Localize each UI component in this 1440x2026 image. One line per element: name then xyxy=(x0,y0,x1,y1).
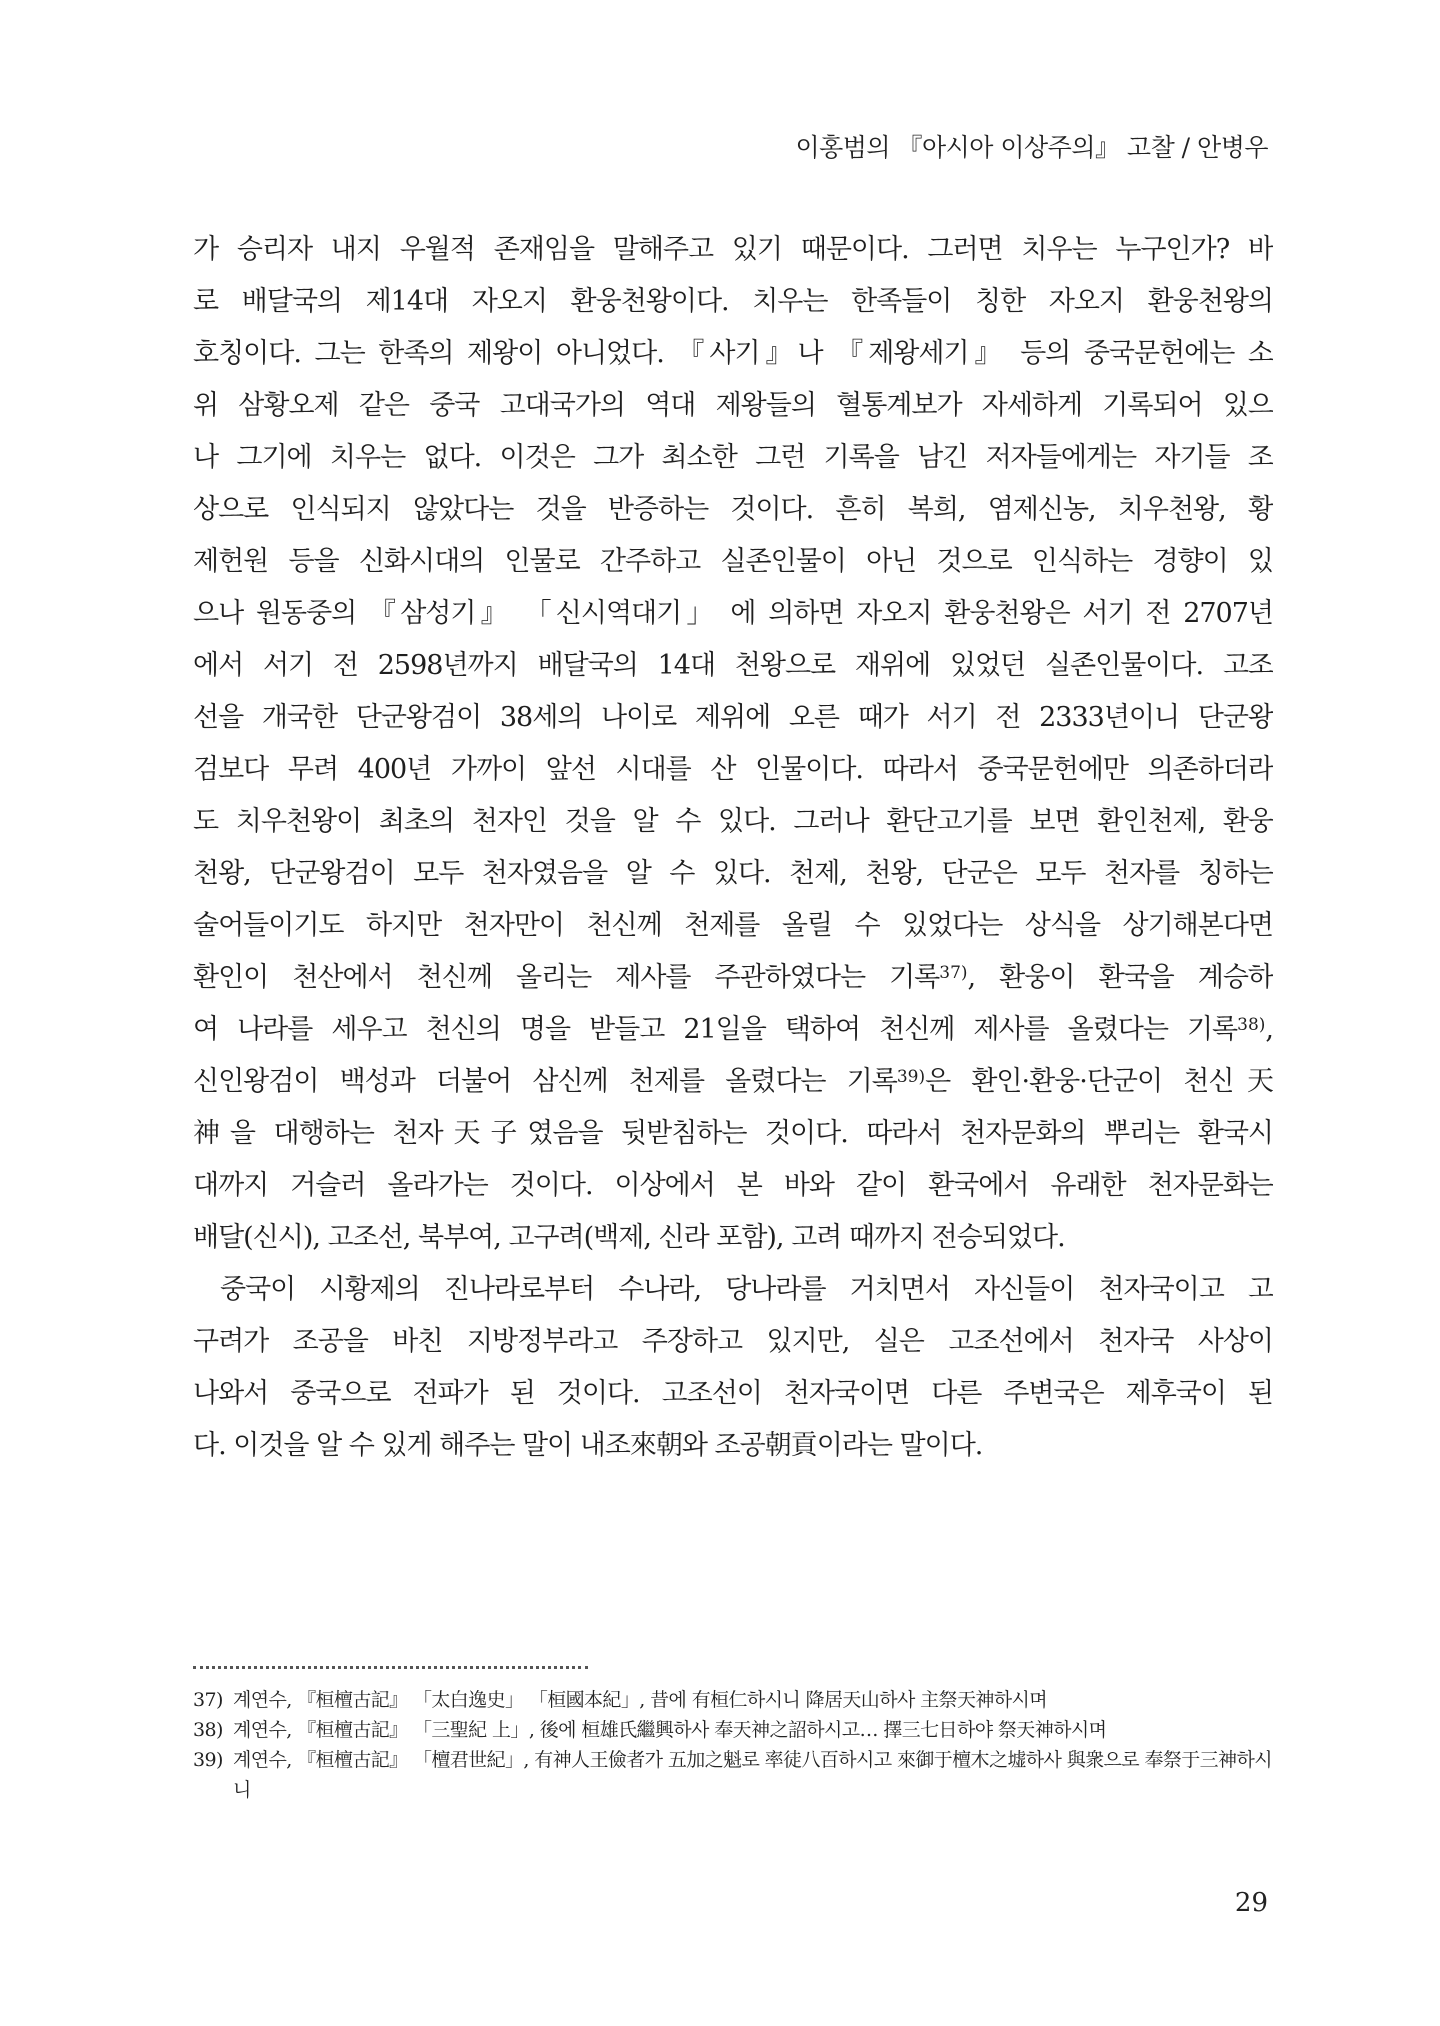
text-line: 술어들이기도 하지만 천자만이 천신께 천제를 올릴 수 있었다는 상식을 상기해본다면 xyxy=(193,910,1273,941)
footnote-number: 38) xyxy=(193,1719,223,1741)
running-header: 이홍범의 『아시아 이상주의』 고찰 / 안병우 xyxy=(795,133,1268,162)
paragraph-first-line: 중국이 시황제의 진나라로부터 수나라, 당나라를 거치면서 자신들이 천자국이고 고 xyxy=(220,1274,1273,1305)
footnotes xyxy=(193,1685,1273,1805)
text-line-with-footnote-ref xyxy=(193,1056,1273,1108)
text-line: 천왕, 단군왕검이 모두 천자였음을 알 수 있다. 천제, 천왕, 단군은 모두 천자를 칭하는 xyxy=(193,858,1273,889)
text-segment: , xyxy=(1265,1014,1273,1045)
text-line: 다. 이것을 알 수 있게 해주는 말이 내조來朝와 조공朝貢이라는 말이다. xyxy=(193,1430,983,1461)
text-line: 神을 대행하는 천자天子였음을 뒷받침하는 것이다. 따라서 천자문화의 뿌리는 환국시 xyxy=(193,1118,1273,1149)
footnote-39 xyxy=(193,1745,1273,1805)
text-line: 제헌원 등을 신화시대의 인물로 간주하고 실존인물이 아닌 것으로 인식하는 경향이 있 xyxy=(193,546,1273,577)
body-text xyxy=(193,224,1273,1472)
text-line: 으나 원동중의 『삼성기』 「신시역대기」 에 의하면 자오지 환웅천왕은 서기 전 2707년 xyxy=(193,598,1273,629)
footnote-separator xyxy=(193,1666,588,1669)
text-segment: , 환웅이 환국을 계승하 xyxy=(967,962,1273,993)
footnote-number: 39) xyxy=(193,1749,223,1771)
text-line: 위 삼황오제 같은 중국 고대국가의 역대 제왕들의 혈통계보가 자세하게 기록되어 있으 xyxy=(193,390,1273,421)
text-segment: 신인왕검이 백성과 더불어 삼신께 천제를 올렸다는 기록 xyxy=(193,1066,897,1097)
text-line: 선을 개국한 단군왕검이 38세의 나이로 제위에 오른 때가 서기 전 2333년이니 단군왕 xyxy=(193,702,1273,733)
text-line: 도 치우천왕이 최초의 천자인 것을 알 수 있다. 그러나 환단고기를 보면 환인천제, 환웅 xyxy=(193,806,1273,837)
text-line: 나 그기에 치우는 없다. 이것은 그가 최소한 그런 기록을 남긴 저자들에게는 자기들 조 xyxy=(193,442,1273,473)
text-line: 구려가 조공을 바친 지방정부라고 주장하고 있지만, 실은 고조선에서 천자국 사상이 xyxy=(193,1326,1273,1357)
footnote-ref-38[interactable]: 38) xyxy=(1237,1015,1266,1035)
footnote-ref-37[interactable]: 37) xyxy=(939,963,968,983)
text-line: 로 배달국의 제14대 자오지 환웅천왕이다. 치우는 한족들이 칭한 자오지 환웅천왕의 xyxy=(193,286,1273,317)
footnote-text: 계연수, 『桓檀古記』 「太白逸史」 「桓國本紀」, 昔에 有桓仁하시니 降居天山하사 主祭天神하시며 xyxy=(233,1689,1048,1711)
text-segment: 은 환인·환웅·단군이 천신天 xyxy=(925,1066,1273,1097)
footnote-number: 37) xyxy=(193,1689,223,1711)
page-number: 29 xyxy=(1234,1888,1268,1918)
footnote-ref-39[interactable]: 39) xyxy=(896,1067,926,1087)
text-line: 에서 서기 전 2598년까지 배달국의 14대 천왕으로 재위에 있었던 실존인물이다. 고조 xyxy=(193,650,1273,681)
text-line: 호칭이다. 그는 한족의 제왕이 아니었다. 『사기』나 『제왕세기』 등의 중국문헌에는 소 xyxy=(193,338,1273,369)
footnote-38 xyxy=(193,1715,1273,1745)
text-line: 검보다 무려 400년 가까이 앞선 시대를 산 인물이다. 따라서 중국문헌에만 의존하더라 xyxy=(193,754,1273,785)
text-segment: 여 나라를 세우고 천신의 명을 받들고 21일을 택하여 천신께 제사를 올렸다는 기록 xyxy=(193,1014,1238,1045)
footnote-text: 계연수, 『桓檀古記』 「檀君世紀」, 有神人王儉者가 五加之魁로 率徒八百하시고 來御于檀木之墟하사 與衆으로 奉祭于三神하시니 xyxy=(233,1749,1272,1801)
footnote-37 xyxy=(193,1685,1273,1715)
footnote-text: 계연수, 『桓檀古記』 「三聖紀 上」, 後에 桓雄氏繼興하사 奉天神之詔하시고… 擇三七日하야 祭天神하시며 xyxy=(233,1719,1107,1741)
text-segment: 환인이 천산에서 천신께 올리는 제사를 주관하였다는 기록 xyxy=(193,962,940,993)
text-line: 나와서 중국으로 전파가 된 것이다. 고조선이 천자국이면 다른 주변국은 제후국이 된 xyxy=(193,1378,1273,1409)
text-line-with-footnote-ref xyxy=(193,952,1273,1004)
text-line: 대까지 거슬러 올라가는 것이다. 이상에서 본 바와 같이 환국에서 유래한 천자문화는 xyxy=(193,1170,1273,1201)
text-line-with-footnote-ref xyxy=(193,1004,1273,1056)
text-line: 배달(신시), 고조선, 북부여, 고구려(백제, 신라 포함), 고려 때까지 전승되었다. xyxy=(193,1222,1065,1253)
text-line: 상으로 인식되지 않았다는 것을 반증하는 것이다. 흔히 복희, 염제신농, 치우천왕, 황 xyxy=(193,494,1273,525)
text-line: 가 승리자 내지 우월적 존재임을 말해주고 있기 때문이다. 그러면 치우는 누구인가? 바 xyxy=(193,234,1273,265)
